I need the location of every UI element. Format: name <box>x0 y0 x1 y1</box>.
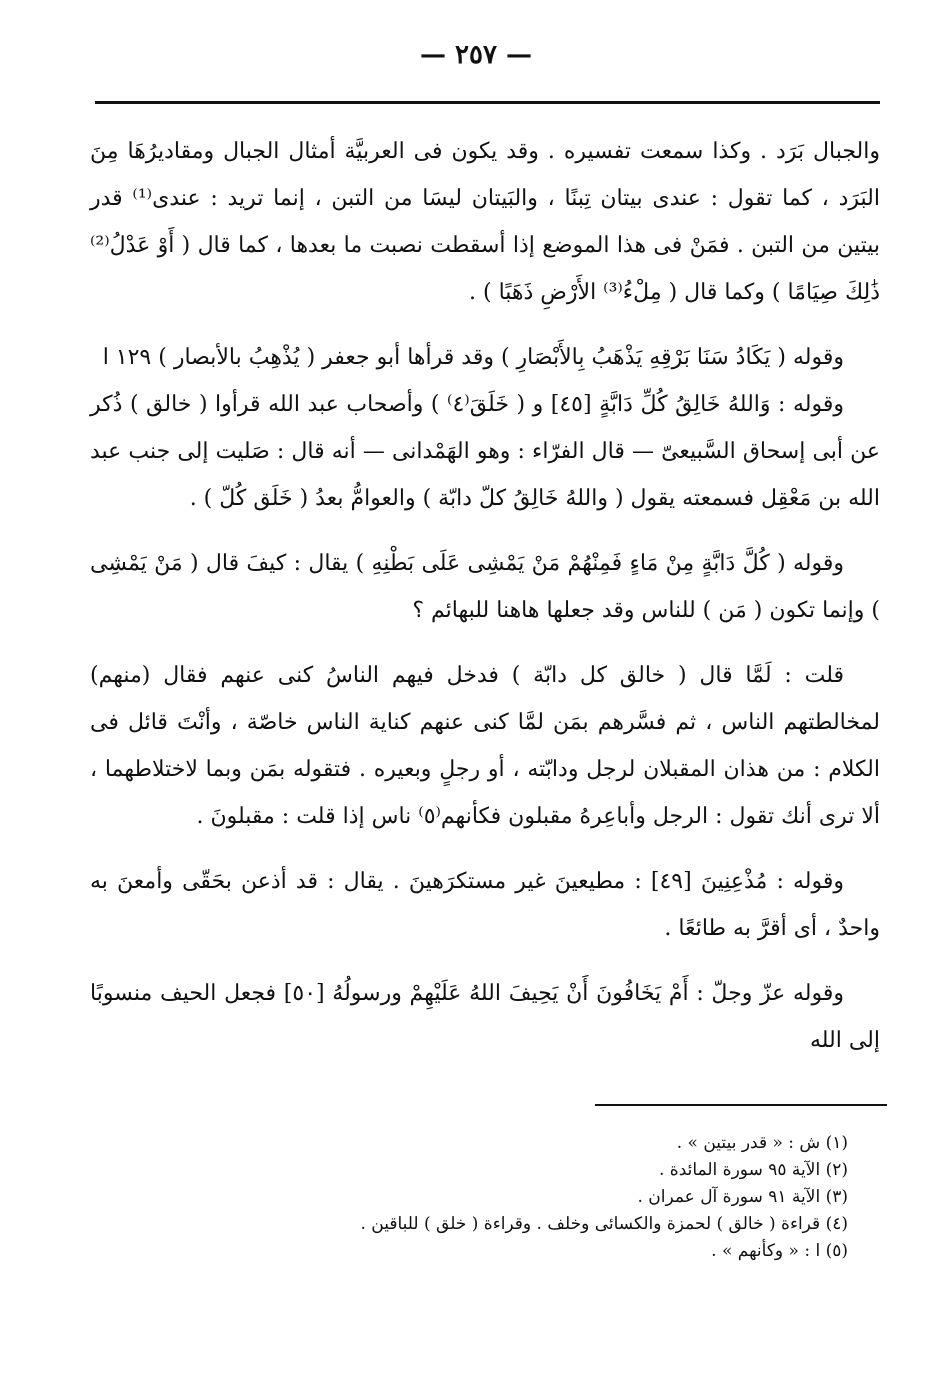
paragraph: وقوله : وَاللهُ خَالِقُ كُلِّ دَابَّةٍ [٤٥] و ( خَلَقَ⁽٤⁾ ) وأصحاب عبد الله قرأوا ( خالق ) ذُكر عن أبى إسحاق السَّبيعىّ — قال الفرّاء : وهو الهَمْدانى — أنه قال : صَليت إلى جنب عبد الله بن مَعْقِل فسمعته يقول ( واللهُ خَالِقُ كلّ دابّة ) والعوامُّ بعدُ ( خَلَق كُلّ ) . <box>90 392 880 511</box>
footnote: (٥) ا : « وكأنهم » . <box>711 1241 848 1261</box>
footnote: (٤) قراءة ( خالق ) لحمزة والكسائى وخلف . وقراءة ( خلق ) للباقين . <box>360 1214 848 1234</box>
footnote: (٢) الآية ٩٥ سورة المائدة . <box>659 1160 848 1180</box>
footnote: (١) ش : « قدر بيتين » . <box>676 1133 848 1153</box>
paragraph: وقوله ( كُلَّ دَابَّةٍ مِنْ مَاءٍ فَمِنْهُمْ مَنْ يَمْشِى عَلَى بَطْنِهِ ) يقال : كيفَ قال ( مَنْ يَمْشِى ) وإنما تكون ( مَن ) للناس وقد جعلها هاهنا للبهائم ؟ <box>90 551 880 623</box>
paragraph: قلت : لَمَّا قال ( خالق كل دابّة ) فدخل فيهم الناسُ كنى عنهم فقال (منهم) لمخالطتهم الناس ، ثم فسَّرهم بمَن لمَّا كنى عنهم كناية الناس خاصّة ، وأنْتَ قائل فى الكلام : من هذان المقبلان لرجل ودابّته ، أو رجلٍ وبعيره . فتقوله بمَن وبما لاختلاطهما ، ألا ترى أنك تقول : الرجل وأباعِرهُ مقبلون فكأنهم⁽٥⁾ ناس إذا قلت : مقبلونَ . <box>90 663 880 829</box>
page-number: — ٢٥٧ — <box>419 40 533 70</box>
paragraph: والجبال بَرَد . وكذا سمعت تفسيره . وقد يكون فى العربيَّة أمثال الجبال ومقاديرُهَا مِنَ البَرَد ، كما تقول : عندى بيتان تِبنًا ، والبَيتان ليسَا من التبن ، إنما تريد : عندى⁽¹⁾ قدر بيتين من التبن . فمَنْ فى هذا الموضع إذا أسقطت نصبت ما بعدها ، كما قال ( أَوْ عَدْلُ⁽²⁾ ذَٰلِكَ صِيَامًا ) وكما قال ( مِلْءُ⁽³⁾ الأَرْضِ ذَهَبًا ) . <box>90 139 880 305</box>
paragraph: وقوله عزّ وجلّ : أَمْ يَخَافُونَ أَنْ يَحِيفَ اللهُ عَلَيْهِمْ ورسولُهُ [٥٠] فجعل الحيف منسوبًا إلى الله <box>90 981 880 1053</box>
paragraph: وقوله : مُذْعِنِينَ [٤٩] : مطيعينَ غير مستكرَهينَ . يقال : قد أذعن بحَقّى وأمعنَ به واحدٌ ، أى أقرَّ به طائعًا . <box>90 869 880 941</box>
paragraph: وقوله ( يَكَادُ سَنَا بَرْقِهِ يَذْهَبُ بِالأَبْصَارِ ) وقد قرأها أبو جعفر ( يُذْهِبُ بالأبصار ) ١٢٩ ا <box>102 345 844 370</box>
main-text <box>90 128 880 1082</box>
header-rule <box>95 101 880 104</box>
footnotes <box>300 1130 848 1265</box>
footnote: (٣) الآية ٩١ سورة آل عمران . <box>637 1187 848 1207</box>
footnote-rule <box>595 1104 887 1106</box>
